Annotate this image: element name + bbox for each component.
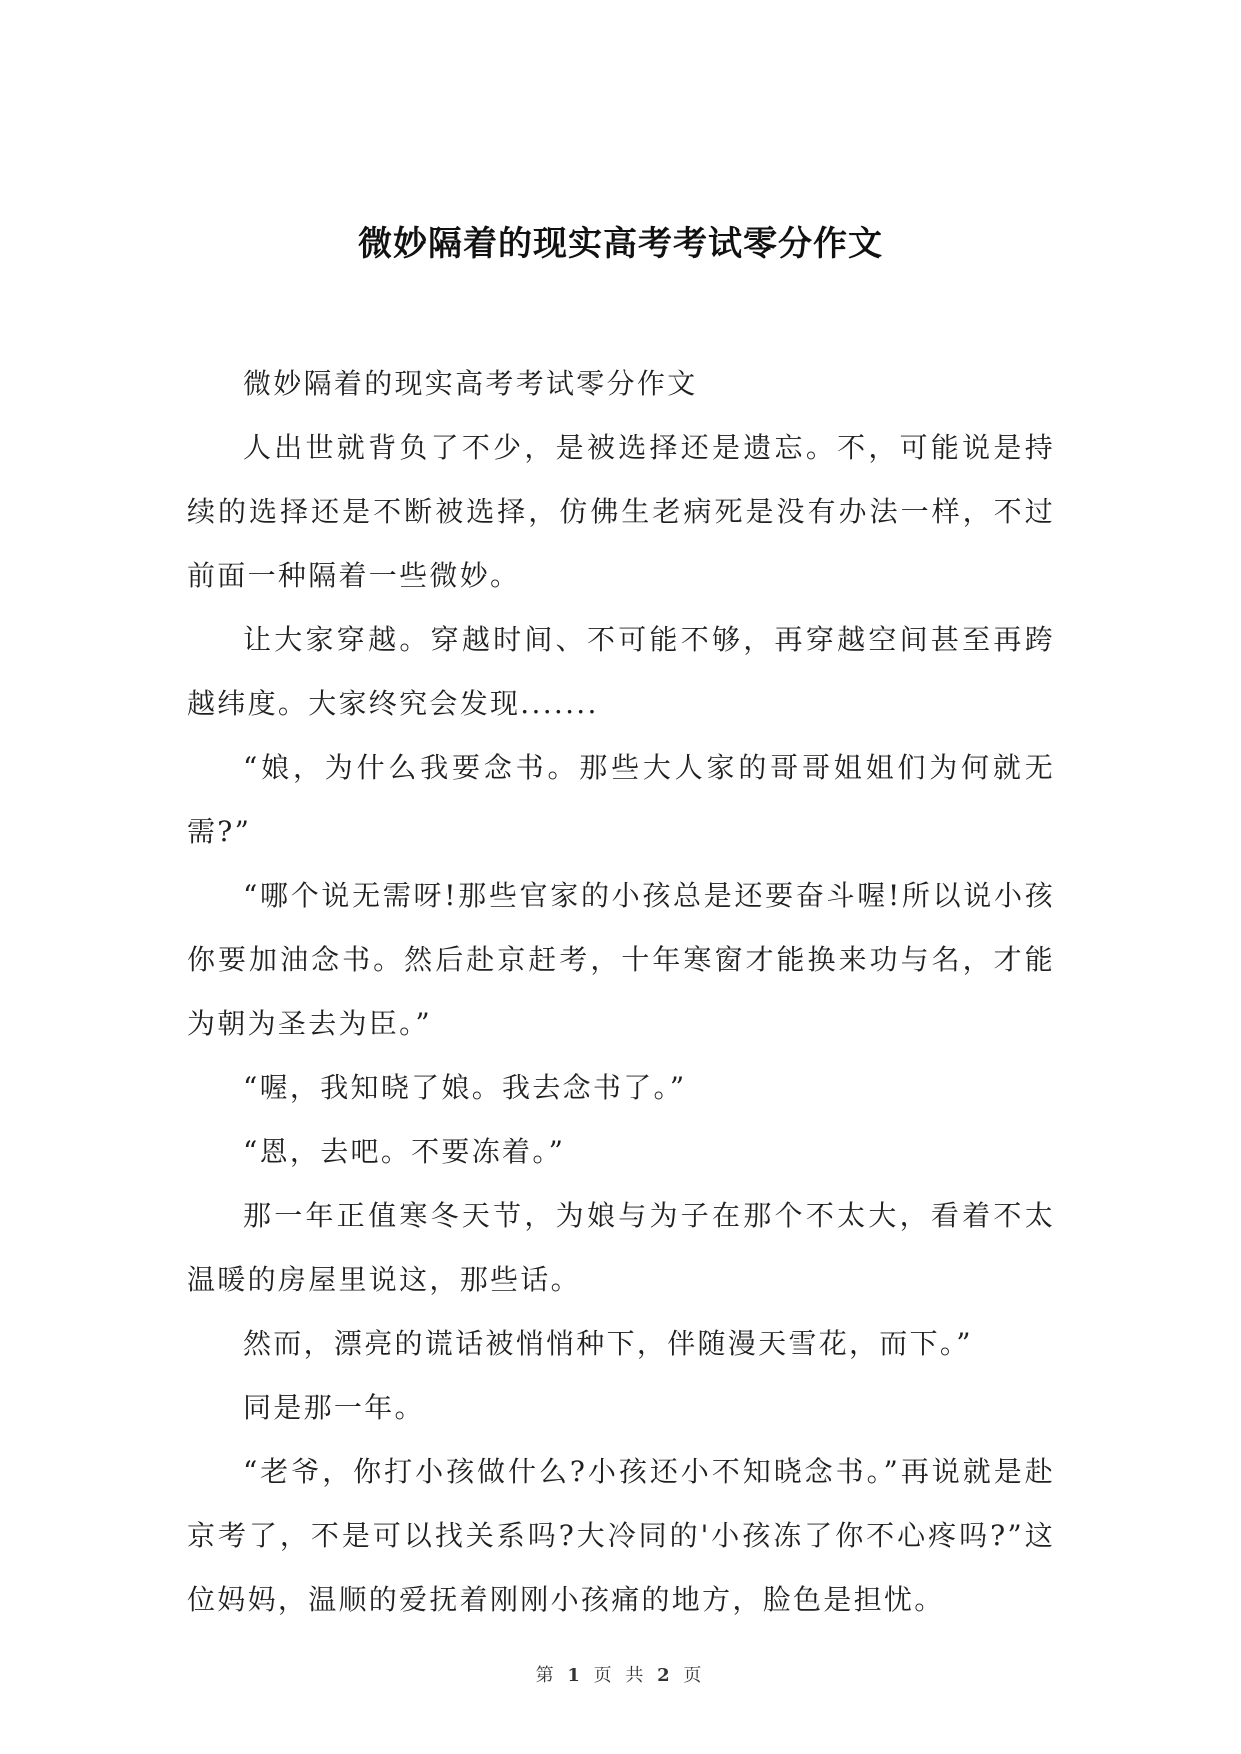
document-body [187, 352, 1055, 1632]
paragraph-3: 让大家穿越。穿越时间、不可能不够，再穿越空间甚至再跨越纬度。大家终究会发现....... [187, 623, 1055, 720]
footer-prefix: 第 [535, 1665, 558, 1686]
page-footer [0, 1664, 1241, 1688]
paragraph-2: 人出世就背负了不少，是被选择还是遗忘。不，可能说是持续的选择还是不断被选择，仿佛生老病死是没有办法一样，不过前面一种隔着一些微妙。 [187, 431, 1055, 592]
paragraph-1: 微妙隔着的现实高考考试零分作文 [243, 367, 698, 400]
paragraph-10: 同是那一年。 [243, 1391, 425, 1424]
footer-suffix: 页 [683, 1665, 706, 1686]
footer-page-number: 1 [567, 1665, 584, 1686]
footer-middle: 页 共 [593, 1665, 648, 1686]
paragraph-7: “恩，去吧。不要冻着。” [243, 1135, 566, 1168]
paragraph-4: “娘，为什么我要念书。那些大人家的哥哥姐姐们为何就无需?” [187, 751, 1055, 848]
paragraph-11: “老爷，你打小孩做什么?小孩还小不知晓念书。”再说就是赴京考了，不是可以找关系吗?大冷同的'小孩冻了你不心疼吗?”这位妈妈，温顺的爱抚着刚刚小孩痛的地方，脸色是担忧。 [187, 1455, 1055, 1616]
footer-total-pages: 2 [657, 1665, 674, 1686]
paragraph-8: 那一年正值寒冬天节，为娘与为子在那个不太大，看着不太温暖的房屋里说这，那些话。 [187, 1199, 1055, 1296]
paragraph-6: “喔，我知晓了娘。我去念书了。” [243, 1071, 687, 1104]
document-title: 微妙隔着的现实高考考试零分作文 [358, 224, 883, 264]
paragraph-9: 然而，漂亮的谎话被悄悄种下，伴随漫天雪花，而下。” [243, 1327, 973, 1360]
paragraph-5: “哪个说无需呀!那些官家的小孩总是还要奋斗喔!所以说小孩你要加油念书。然后赴京赶考，十年寒窗才能换来功与名，才能为朝为圣去为臣。” [187, 879, 1055, 1040]
